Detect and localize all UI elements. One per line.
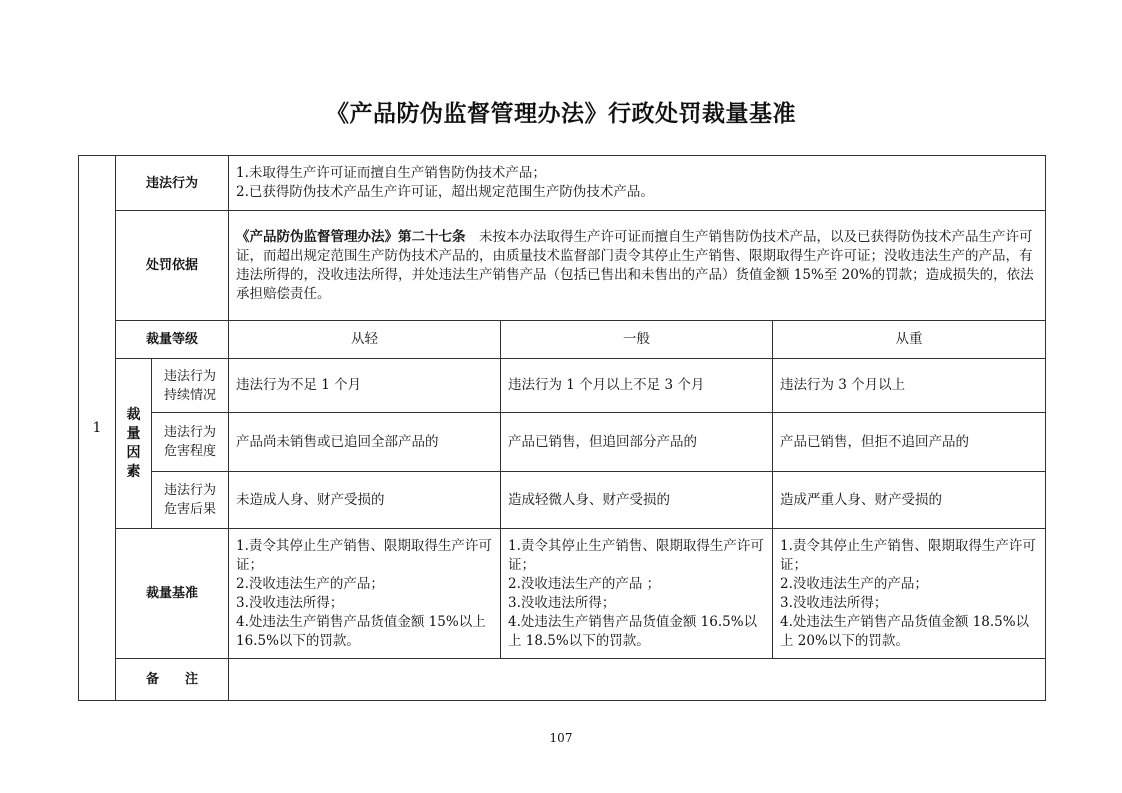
factor-row-severity <box>79 413 1046 472</box>
level-light: 从轻 <box>229 321 501 359</box>
factor-name-severity: 违法行为 危害程度 <box>152 413 229 472</box>
standard-heavy: 1.责令其停止生产销售、限期取得生产许可证； 2.没收违法生产的产品； 3.没收违法所得； 4.处违法生产销售产品货值金额 18.5%以上 20%以下的罚款。 <box>773 529 1046 659</box>
factor-row-consequence <box>79 472 1046 529</box>
factors-label: 裁 量 因 素 <box>116 359 152 529</box>
factor-duration-heavy: 违法行为 3 个月以上 <box>773 359 1046 413</box>
row-number: 1 <box>79 156 116 701</box>
factor-severity-general: 产品已销售，但追回部分产品的 <box>501 413 773 472</box>
remarks-row <box>79 659 1046 701</box>
factor-duration-general: 违法行为 1 个月以上不足 3 个月 <box>501 359 773 413</box>
level-row <box>79 321 1046 359</box>
violation-item-1: 1.未取得生产许可证而擅自生产销售防伪技术产品； <box>236 165 546 181</box>
level-label: 裁量等级 <box>116 321 229 359</box>
standard-general: 1.责令其停止生产销售、限期取得生产许可证； 2.没收违法生产的产品 ； 3.没收违法所得； 4.处违法生产销售产品货值金额 16.5%以上 18.5%以下的罚款。 <box>501 529 773 659</box>
factor-row-duration <box>79 359 1046 413</box>
standard-light: 1.责令其停止生产销售、限期取得生产许可证； 2.没收违法生产的产品； 3.没收违法所得； 4.处违法生产销售产品货值金额 15%以上 16.5%以下的罚款。 <box>229 529 501 659</box>
violation-row <box>79 156 1046 211</box>
factor-name-duration: 违法行为 持续情况 <box>152 359 229 413</box>
basis-text: 未按本办法取得生产许可证而擅自生产销售防伪技术产品，以及已获得防伪技术产品生产许可证，而超出规定范围生产防伪技术产品的，由质量技术监督部门责令其停止生产销售、限期取得生产许可证；没收违法生产的产品，有违法所得的，没收违法所得，并处违法生产销售产品（包括已售出和未售出的产品）货值金额 15%至 20%的罚款；造成损失的，依法承担赔偿责任。 <box>236 228 1034 302</box>
basis-law-ref: 《产品防伪监督管理办法》第二十七条 <box>236 228 466 245</box>
factor-consequence-general: 造成轻微人身、财产受损的 <box>501 472 773 529</box>
remarks-content <box>229 659 1046 701</box>
factor-name-consequence: 违法行为 危害后果 <box>152 472 229 529</box>
violation-label: 违法行为 <box>116 156 229 211</box>
page-title: 《产品防伪监督管理办法》行政处罚裁量基准 <box>326 101 796 127</box>
basis-row <box>79 211 1046 321</box>
violation-item-2: 2.已获得防伪技术产品生产许可证，超出规定范围生产防伪技术产品。 <box>236 184 654 200</box>
factor-duration-light: 违法行为不足 1 个月 <box>229 359 501 413</box>
factor-consequence-heavy: 造成严重人身、财产受损的 <box>773 472 1046 529</box>
penalty-table <box>78 155 1046 701</box>
factor-consequence-light: 未造成人身、财产受损的 <box>229 472 501 529</box>
factor-severity-heavy: 产品已销售，但拒不追回产品的 <box>773 413 1046 472</box>
basis-content <box>229 211 1046 321</box>
basis-label: 处罚依据 <box>116 211 229 321</box>
remarks-label: 备 注 <box>116 659 229 701</box>
page-number: 107 <box>549 731 573 745</box>
level-general: 一般 <box>501 321 773 359</box>
standard-label: 裁量基准 <box>116 529 229 659</box>
level-heavy: 从重 <box>773 321 1046 359</box>
standard-row <box>79 529 1046 659</box>
factor-severity-light: 产品尚未销售或已追回全部产品的 <box>229 413 501 472</box>
violation-content <box>229 156 1046 211</box>
